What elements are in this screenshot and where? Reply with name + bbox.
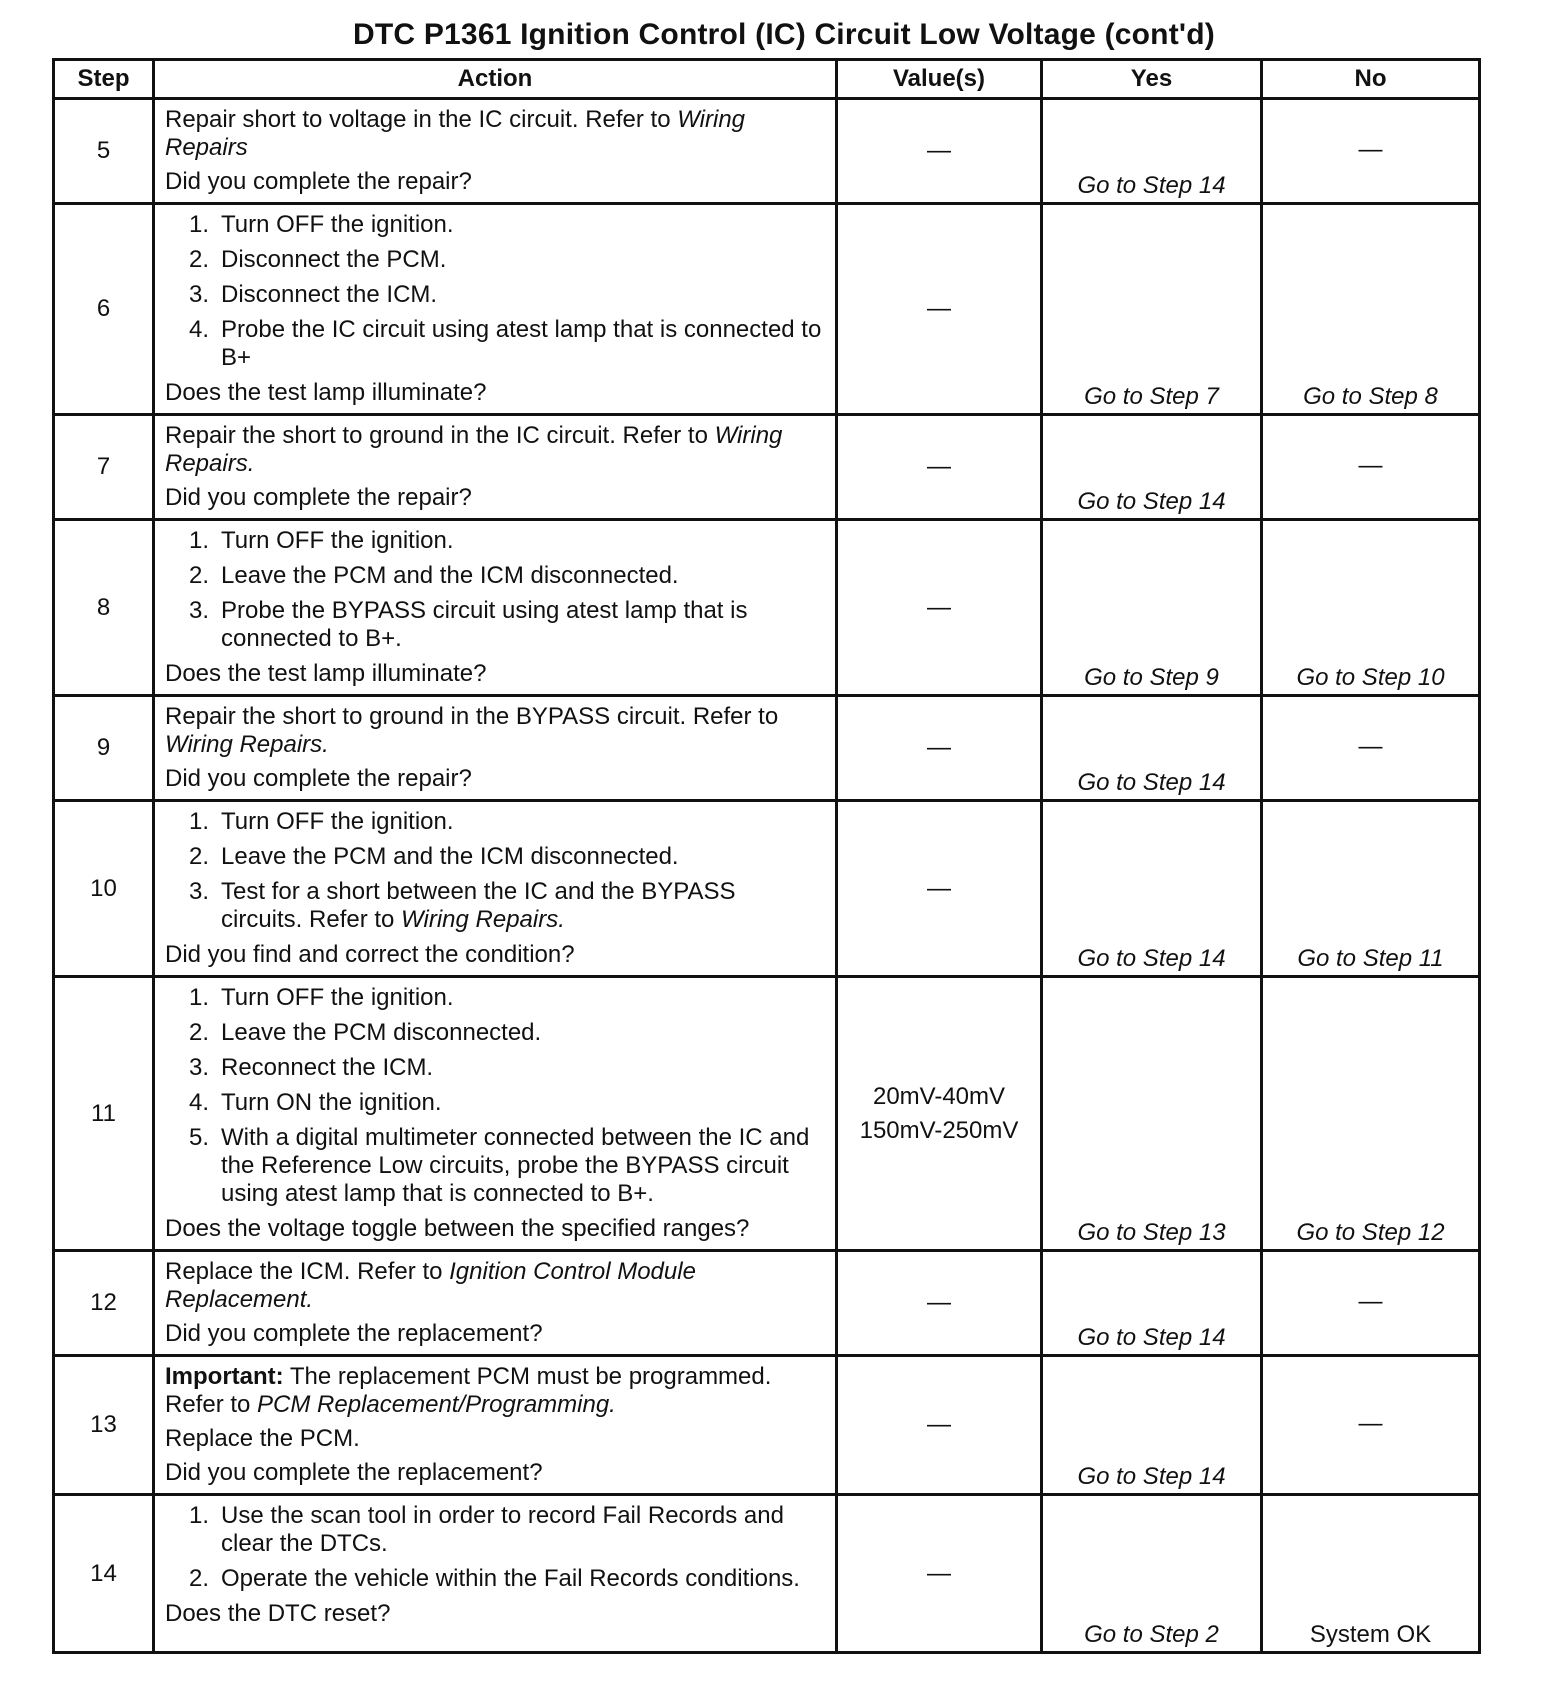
- list-item: 4. Probe the IC circuit using atest lamp that is connected to B+: [188, 316, 822, 371]
- instruction-text: Replace the ICM. Refer to: [165, 1258, 450, 1285]
- action-cell: [154, 1495, 837, 1653]
- header-values: Value(s): [837, 60, 1042, 99]
- list-item: 2. Disconnect the PCM.: [188, 246, 447, 273]
- action-question: Did you complete the repair?: [165, 484, 472, 511]
- list-item: 1. Use the scan tool in order to record Fail Records and clear the DTCs.: [188, 1502, 784, 1557]
- diagnostic-table: [52, 58, 1481, 1654]
- no-cell: —: [1262, 415, 1480, 520]
- step-number: 6: [54, 204, 154, 415]
- value-range-2: 150mV-250mV: [859, 1116, 1019, 1144]
- action-question: Did you find and correct the condition?: [165, 941, 575, 968]
- list-item: 4. Turn ON the ignition.: [188, 1089, 442, 1116]
- yes-cell: Go to Step 7: [1042, 204, 1262, 415]
- table-row: [54, 520, 1480, 696]
- value-cell: —: [837, 520, 1042, 696]
- no-cell: —: [1262, 1356, 1480, 1495]
- no-cell: System OK: [1262, 1495, 1480, 1653]
- no-cell: —: [1262, 99, 1480, 204]
- action-cell: [154, 204, 837, 415]
- procedure-list: [165, 808, 823, 934]
- reference-link-text: PCM Replacement/Programming.: [257, 1391, 616, 1418]
- no-cell: —: [1262, 1251, 1480, 1356]
- table-row: [54, 801, 1480, 977]
- yes-cell: Go to Step 13: [1042, 977, 1262, 1251]
- action-question: Did you complete the repair?: [165, 765, 472, 792]
- header-step: Step: [54, 60, 154, 99]
- procedure-list: [165, 527, 823, 653]
- list-item: 2. Leave the PCM and the ICM disconnected.: [188, 562, 679, 589]
- action-question: Did you complete the replacement?: [165, 1320, 543, 1347]
- action-instruction: [165, 703, 823, 759]
- value-cell: —: [837, 1495, 1042, 1653]
- yes-cell: Go to Step 14: [1042, 696, 1262, 801]
- step-number: 12: [54, 1251, 154, 1356]
- table-row: [54, 977, 1480, 1251]
- action-question: Does the test lamp illuminate?: [165, 660, 487, 687]
- important-label: Important:: [165, 1363, 284, 1390]
- list-item: 1. Turn OFF the ignition.: [188, 211, 454, 238]
- list-item: 5. With a digital multimeter connected between the IC and the Reference Low circuits, probe the BYPASS circuit using atest lamp that is connected to B+.: [188, 1124, 810, 1207]
- table-row: [54, 1356, 1480, 1495]
- value-cell: —: [837, 1356, 1042, 1495]
- instruction-text: Repair short to voltage in the IC circuit. Refer to: [165, 106, 678, 133]
- value-cell: —: [837, 415, 1042, 520]
- instruction-text: Repair the short to ground in the IC circuit. Refer to: [165, 422, 715, 449]
- action-cell: [154, 696, 837, 801]
- reference-link-text: Ignition Control Module Replacement.: [165, 1258, 696, 1313]
- step-number: 11: [54, 977, 154, 1251]
- table-row: [54, 696, 1480, 801]
- procedure-list: [165, 211, 823, 372]
- action-cell: [154, 415, 837, 520]
- list-item: 3. Reconnect the ICM.: [188, 1054, 434, 1081]
- document-title: DTC P1361 Ignition Control (IC) Circuit Low Voltage (cont'd): [353, 18, 1215, 51]
- reference-link-text: Wiring Repairs.: [165, 731, 329, 758]
- table-row: [54, 415, 1480, 520]
- step-number: 9: [54, 696, 154, 801]
- step-number: 14: [54, 1495, 154, 1653]
- instruction-text: Repair the short to ground in the BYPASS circuit. Refer to: [165, 703, 779, 730]
- action-cell: [154, 1356, 837, 1495]
- value-cell: [837, 977, 1042, 1251]
- yes-cell: Go to Step 2: [1042, 1495, 1262, 1653]
- important-note: Important: The replacement PCM must be programmed. Refer to PCM Replacement/Programming.: [165, 1363, 772, 1418]
- list-item: 2. Leave the PCM disconnected.: [188, 1019, 542, 1046]
- list-item: 1. Turn OFF the ignition.: [188, 527, 454, 554]
- action-cell: [154, 977, 837, 1251]
- no-cell: Go to Step 12: [1262, 977, 1480, 1251]
- yes-cell: Go to Step 14: [1042, 1356, 1262, 1495]
- list-item: 3. Disconnect the ICM.: [188, 281, 438, 308]
- list-item: 2. Leave the PCM and the ICM disconnected.: [188, 843, 679, 870]
- no-cell: —: [1262, 696, 1480, 801]
- action-instruction: [165, 1258, 823, 1314]
- list-item: 2. Operate the vehicle within the Fail Records conditions.: [188, 1565, 800, 1592]
- step-number: 7: [54, 415, 154, 520]
- action-question: Does the voltage toggle between the specified ranges?: [165, 1215, 750, 1242]
- procedure-list: [165, 984, 823, 1208]
- no-cell: Go to Step 8: [1262, 204, 1480, 415]
- header-no: No: [1262, 60, 1480, 99]
- value-cell: —: [837, 204, 1042, 415]
- reference-link-text: Wiring Repairs: [165, 106, 746, 161]
- list-item: 1. Turn OFF the ignition.: [188, 808, 454, 835]
- step-number: 5: [54, 99, 154, 204]
- action-question: Does the DTC reset?: [165, 1600, 391, 1627]
- yes-cell: Go to Step 9: [1042, 520, 1262, 696]
- yes-cell: Go to Step 14: [1042, 99, 1262, 204]
- step-number: 8: [54, 520, 154, 696]
- value-cell: —: [837, 801, 1042, 977]
- action-question: Did you complete the replacement?: [165, 1459, 543, 1486]
- table-row: [54, 204, 1480, 415]
- list-item: 1. Turn OFF the ignition.: [188, 984, 454, 1011]
- action-cell: [154, 520, 837, 696]
- procedure-list: [165, 1502, 823, 1593]
- action-instruction: Replace the PCM.: [165, 1425, 360, 1452]
- list-item: 3. Probe the BYPASS circuit using atest lamp that is connected to B+.: [188, 597, 748, 652]
- reference-link-text: Wiring Repairs.: [165, 422, 783, 477]
- action-question: Did you complete the repair?: [165, 168, 472, 195]
- list-item: 3. Test for a short between the IC and the BYPASS circuits. Refer to Wiring Repairs.: [188, 878, 736, 933]
- action-cell: [154, 801, 837, 977]
- header-action: Action: [154, 60, 837, 99]
- action-cell: [154, 1251, 837, 1356]
- step-number: 10: [54, 801, 154, 977]
- table-header-row: [54, 60, 1480, 99]
- value-range-1: 20mV-40mV: [872, 1082, 1006, 1110]
- table-row: [54, 1495, 1480, 1653]
- action-question: Does the test lamp illuminate?: [165, 379, 487, 406]
- yes-cell: Go to Step 14: [1042, 1251, 1262, 1356]
- yes-cell: Go to Step 14: [1042, 415, 1262, 520]
- reference-link-text: Wiring Repairs.: [401, 906, 565, 933]
- no-cell: Go to Step 11: [1262, 801, 1480, 977]
- table-row: [54, 1251, 1480, 1356]
- header-yes: Yes: [1042, 60, 1262, 99]
- no-cell: Go to Step 10: [1262, 520, 1480, 696]
- value-cell: —: [837, 99, 1042, 204]
- action-cell: [154, 99, 837, 204]
- value-cell: —: [837, 696, 1042, 801]
- action-instruction: [165, 422, 823, 478]
- value-cell: —: [837, 1251, 1042, 1356]
- table-row: [54, 99, 1480, 204]
- step-number: 13: [54, 1356, 154, 1495]
- yes-cell: Go to Step 14: [1042, 801, 1262, 977]
- action-instruction: [165, 106, 823, 162]
